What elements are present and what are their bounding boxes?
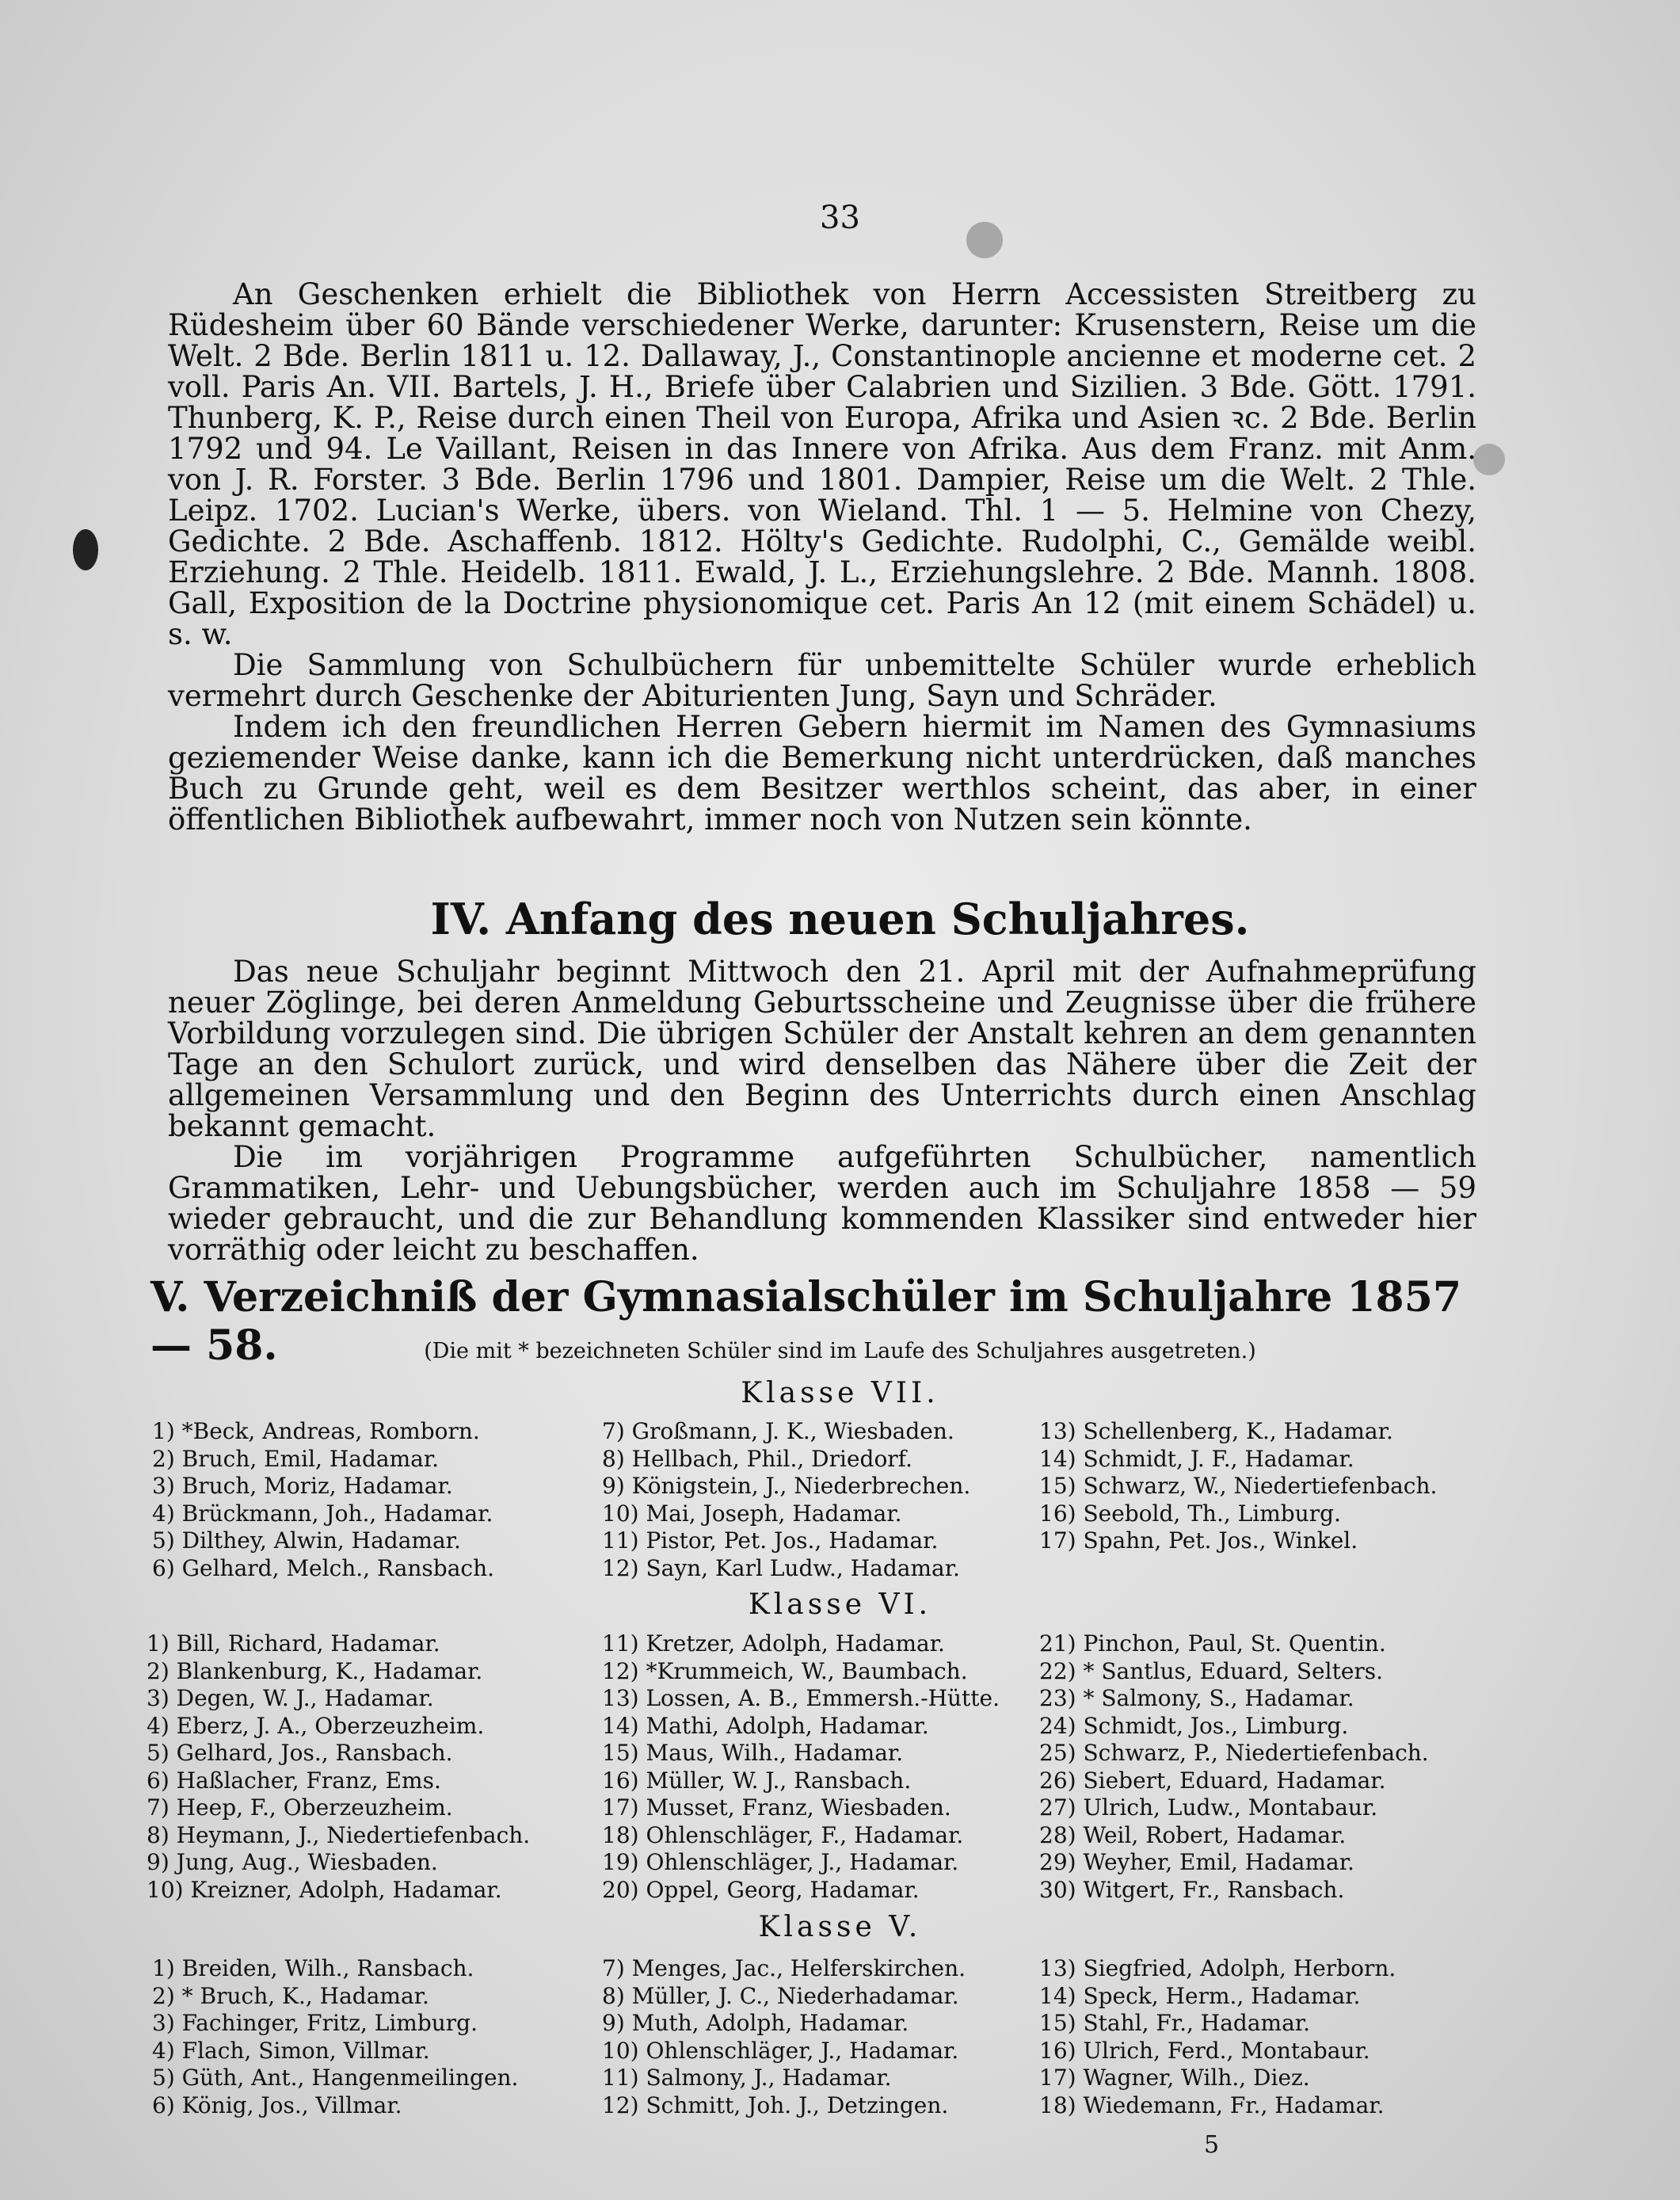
student-entry: 12) *Krummeich, W., Baumbach.: [602, 1657, 968, 1684]
student-entry: 1) *Beck, Andreas, Romborn.: [152, 1418, 480, 1444]
student-entry: 17) Spahn, Pet. Jos., Winkel.: [1039, 1527, 1358, 1554]
klasse-5-column-2: [602, 1955, 966, 2119]
student-entry: 1) Breiden, Wilh., Ransbach.: [152, 1955, 474, 1981]
student-entry: 10) Ohlenschläger, J., Hadamar.: [602, 2037, 959, 2064]
section-4-paragraph-2: Die im vorjährigen Programme aufgeführten Schulbücher, namentlich Grammatiken, Lehr- und Uebungsbücher, werden auch im Schuljahre 1858 — 59 wieder gebraucht, und die zur Behandlung kommenden Klassiker sind entweder hier vorräthig oder leicht zu beschaffen.: [168, 1140, 1476, 1267]
student-entry: 6) Haßlacher, Franz, Ems.: [147, 1767, 441, 1794]
library-section: [168, 279, 1476, 835]
ink-blot: [73, 529, 98, 570]
school-books-paragraph: Die Sammlung von Schulbüchern für unbemittelte Schüler wurde erheblich vermehrt durch Geschenke der Abiturienten Jung, Sayn und Schräder.: [168, 648, 1476, 713]
student-entry: 15) Schwarz, W., Niedertiefenbach.: [1039, 1473, 1438, 1499]
student-entry: 11) Kretzer, Adolph, Hadamar.: [602, 1630, 945, 1657]
klasse-6-column-3: [1039, 1630, 1429, 1904]
thanks-paragraph: Indem ich den freundlichen Herren Gebern hiermit im Namen des Gymnasiums geziemender Weise danke, kann ich die Bemerkung nicht unterdrücken, daß manches Buch zu Grunde geht, weil es dem Besitzer werthlos scheint, das aber, in einer öffentlichen Bibliothek aufbewahrt, immer noch von Nutzen sein könnte.: [168, 710, 1476, 837]
student-entry: 14) Schmidt, J. F., Hadamar.: [1039, 1445, 1354, 1472]
student-entry: 23) * Salmony, S., Hadamar.: [1039, 1685, 1354, 1711]
student-entry: 10) Mai, Joseph, Hadamar.: [602, 1500, 902, 1527]
student-entry: 14) Mathi, Adolph, Hadamar.: [602, 1712, 929, 1739]
student-entry: 13) Lossen, A. B., Emmersh.-Hütte.: [602, 1685, 1000, 1711]
student-entry: 5) Dilthey, Alwin, Hadamar.: [152, 1527, 461, 1554]
student-entry: 18) Ohlenschläger, F., Hadamar.: [602, 1821, 964, 1848]
student-entry: 15) Maus, Wilh., Hadamar.: [602, 1740, 904, 1766]
student-entry: 26) Siebert, Eduard, Hadamar.: [1039, 1767, 1386, 1794]
student-entry: 9) Königstein, J., Niederbrechen.: [602, 1473, 971, 1499]
klasse-5-column-1: [152, 1955, 518, 2119]
klasse-6-column-1: [147, 1630, 530, 1904]
student-entry: 27) Ulrich, Ludw., Montabaur.: [1039, 1794, 1378, 1821]
student-entry: 10) Kreizner, Adolph, Hadamar.: [147, 1876, 502, 1903]
student-entry: 4) Brückmann, Joh., Hadamar.: [152, 1500, 493, 1527]
student-entry: 14) Speck, Herm., Hadamar.: [1039, 1982, 1361, 2009]
student-entry: 4) Eberz, J. A., Oberzeuzheim.: [147, 1712, 485, 1739]
student-entry: 8) Hellbach, Phil., Driedorf.: [602, 1445, 912, 1472]
student-entry: 2) Blankenburg, K., Hadamar.: [147, 1657, 483, 1684]
klasse-7-title: Klasse VII.: [741, 1377, 939, 1409]
student-entry: 6) Gelhard, Melch., Ransbach.: [152, 1554, 495, 1581]
student-entry: 2) * Bruch, K., Hadamar.: [152, 1982, 429, 2009]
student-entry: 13) Siegfried, Adolph, Herborn.: [1039, 1955, 1396, 1981]
student-entry: 3) Degen, W. J., Hadamar.: [147, 1685, 434, 1711]
section-5-heading: V. Verzeichniß der Gymnasialschüler im Schuljahre 1857 — 58.: [150, 1273, 1462, 1370]
signature-mark: 5: [1204, 2131, 1220, 2159]
student-entry: 7) Großmann, J. K., Wiesbaden.: [602, 1418, 954, 1444]
klasse-5-column-3: [1039, 1955, 1396, 2119]
student-entry: 28) Weil, Robert, Hadamar.: [1039, 1821, 1347, 1848]
klasse-7-column-2: [602, 1418, 970, 1582]
student-entry: 2) Bruch, Emil, Hadamar.: [152, 1445, 440, 1472]
student-entry: 1) Bill, Richard, Hadamar.: [147, 1630, 440, 1657]
klasse-5-title: Klasse V.: [758, 1911, 922, 1943]
student-entry: 3) Bruch, Moriz, Hadamar.: [152, 1473, 453, 1499]
student-entry: 9) Muth, Adolph, Hadamar.: [602, 2010, 909, 2036]
student-entry: 9) Jung, Aug., Wiesbaden.: [147, 1849, 438, 1875]
ink-spot: [966, 222, 1003, 258]
student-entry: 13) Schellenberg, K., Hadamar.: [1039, 1418, 1393, 1444]
klasse-7-column-3: [1039, 1418, 1437, 1555]
student-entry: 8) Heymann, J., Niedertiefenbach.: [147, 1821, 531, 1848]
student-entry: 17) Wagner, Wilh., Diez.: [1039, 2065, 1310, 2091]
student-entry: 12) Schmitt, Joh. J., Detzingen.: [602, 2091, 949, 2118]
student-entry: 6) König, Jos., Villmar.: [152, 2091, 402, 2118]
student-entry: 7) Menges, Jac., Helferskirchen.: [602, 1955, 966, 1981]
student-entry: 21) Pinchon, Paul, St. Quentin.: [1039, 1630, 1386, 1657]
section-4-heading: IV. Anfang des neuen Schuljahres.: [430, 894, 1250, 944]
library-paragraph: An Geschenken erhielt die Bibliothek von Herrn Accessisten Streitberg zu Rüdesheim über 60 Bände verschiedener Werke, darunter: Krusenstern, Reise um die Welt. 2 Bde. Berlin 1811 u. 12. Dallaway, J., Constantinople ancienne et moderne cet. 2 voll. Paris An. VII. Bartels, J. H., Briefe über Calabrien und Sizilien. 3 Bde. Gött. 1791. Thunberg, K. P., Reise durch einen Theil von Europa, Afrika und Asien ꝛc. 2 Bde. Berlin 1792 und 94. Le Vaillant, Reisen in das Innere von Afrika. Aus dem Franz. mit Anm. von J. R. Forster. 3 Bde. Berlin 1796 und 1801. Dampier, Reise um die Welt. 2 Thle. Leipz. 1702. Lucian's Werke, übers. von Wieland. Thl. 1 — 5. Helmine von Chezy, Gedichte. 2 Bde. Aschaffenb. 1812. Hölty's Gedichte. Rudolphi, C., Gemälde weibl. Erziehung. 2 Thle. Heidelb. 1811. Ewald, J. L., Erziehungslehre. 2 Bde. Mannh. 1808. Gall, Exposition de la Doctrine physionomique cet. Paris An 12 (mit einem Schädel) u. s. w.: [168, 277, 1476, 651]
student-entry: 17) Musset, Franz, Wiesbaden.: [602, 1794, 951, 1821]
student-entry: 16) Müller, W. J., Ransbach.: [602, 1767, 912, 1794]
page-number: 33: [820, 200, 860, 236]
student-entry: 16) Seebold, Th., Limburg.: [1039, 1500, 1341, 1527]
student-entry: 3) Fachinger, Fritz, Limburg.: [152, 2010, 478, 2036]
section-4-body: [168, 956, 1476, 1265]
student-entry: 16) Ulrich, Ferd., Montabaur.: [1039, 2037, 1370, 2064]
student-entry: 7) Heep, F., Oberzeuzheim.: [147, 1794, 453, 1821]
student-entry: 8) Müller, J. C., Niederhadamar.: [602, 1982, 959, 2009]
student-entry: 11) Pistor, Pet. Jos., Hadamar.: [602, 1527, 939, 1554]
student-entry: 15) Stahl, Fr., Hadamar.: [1039, 2010, 1310, 2036]
student-entry: 5) Güth, Ant., Hangenmeilingen.: [152, 2065, 519, 2091]
klasse-7-column-1: [152, 1418, 494, 1582]
klasse-6-title: Klasse VI.: [748, 1588, 932, 1621]
section-4-paragraph-1: Das neue Schuljahr beginnt Mittwoch den 21. April mit der Aufnahmeprüfung neuer Zöglinge, bei deren Anmeldung Geburtsscheine und Zeugnisse über die frühere Vorbildung vorzulegen sind. Die übrigen Schüler der Anstalt kehren an dem genannten Tage an den Schulort zurück, und wird denselben das Nähere über die Zeit der allgemeinen Versammlung und den Beginn des Unterrichts durch einen Anschlag bekannt gemacht.: [168, 955, 1476, 1143]
student-entry: 22) * Santlus, Eduard, Selters.: [1039, 1657, 1384, 1684]
student-entry: 18) Wiedemann, Fr., Hadamar.: [1039, 2091, 1385, 2118]
student-entry: 29) Weyher, Emil, Hadamar.: [1039, 1849, 1354, 1875]
student-entry: 4) Flach, Simon, Villmar.: [152, 2037, 430, 2064]
klasse-6-column-2: [602, 1630, 1000, 1904]
section-5-note: (Die mit * bezeichneten Schüler sind im Laufe des Schuljahres ausgetreten.): [424, 1339, 1256, 1363]
student-entry: 30) Witgert, Fr., Ransbach.: [1039, 1876, 1345, 1903]
student-entry: 11) Salmony, J., Hadamar.: [602, 2065, 892, 2091]
student-entry: 19) Ohlenschläger, J., Hadamar.: [602, 1849, 959, 1875]
ink-spot: [1473, 444, 1505, 475]
student-entry: 12) Sayn, Karl Ludw., Hadamar.: [602, 1554, 960, 1581]
student-entry: 25) Schwarz, P., Niedertiefenbach.: [1039, 1740, 1429, 1766]
student-entry: 20) Oppel, Georg, Hadamar.: [602, 1876, 920, 1903]
student-entry: 5) Gelhard, Jos., Ransbach.: [147, 1740, 453, 1766]
student-entry: 24) Schmidt, Jos., Limburg.: [1039, 1712, 1349, 1739]
